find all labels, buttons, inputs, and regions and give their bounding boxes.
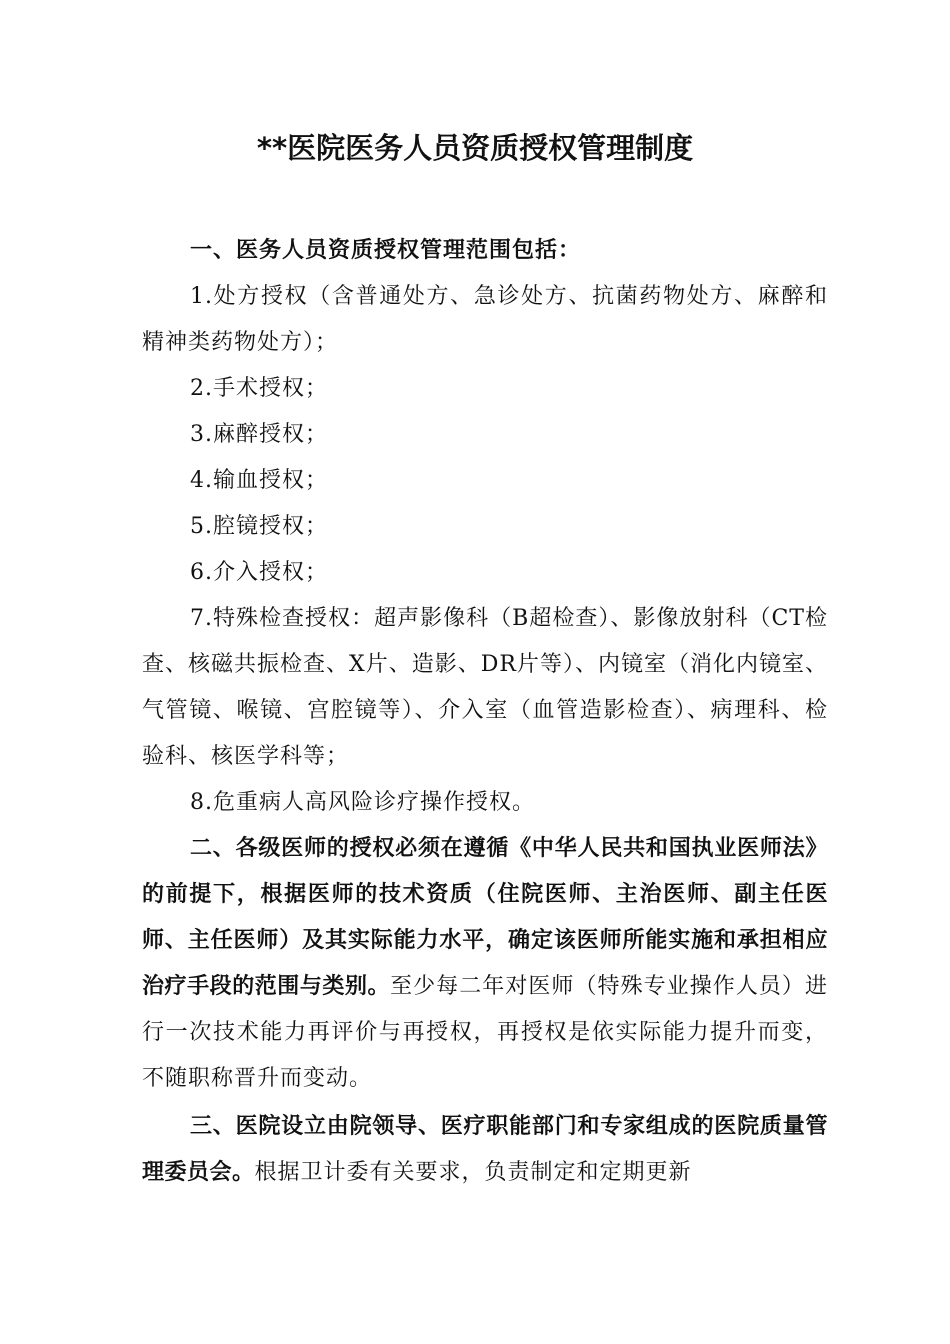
- page-title: **医院医务人员资质授权管理制度: [256, 131, 694, 165]
- list-item-critical-care: 8.危重病人高风险诊疗操作授权。: [190, 790, 535, 815]
- section2-paragraph: [142, 826, 828, 1102]
- section2-normal-text: 至少每二年对医师（特殊专业操作人员）进行一次技术能力再评价与再授权，再授权是依实际能力提升而变，不随职称晋升而变动。: [142, 974, 828, 1091]
- section1-heading: 一、医务人员资质授权管理范围包括：: [190, 238, 582, 263]
- list-item-anesthesia: 3.麻醉授权；: [190, 422, 328, 447]
- section2-bold-text: 二、各级医师的授权必须在遵循《中华人民共和国执业医师法》的前提下，根据医师的技术资质（住院医师、主治医师、副主任医师、主任医师）及其实际能力水平，确定该医师所能实施和承担相应治疗手段的范围与类别。: [142, 836, 828, 999]
- list-item-prescription: 1.处方授权（含普通处方、急诊处方、抗菌药物处方、麻醉和精神类药物处方）；: [142, 284, 828, 355]
- list-item-transfusion: 4.输血授权；: [190, 468, 328, 493]
- list-item-intervention: 6.介入授权；: [190, 560, 328, 585]
- list-item-special-exam: 7.特殊检查授权：超声影像科（B超检查）、影像放射科（CT检查、核磁共振检查、X片、造影、DR片等）、内镜室（消化内镜室、气管镜、喉镜、宫腔镜等）、介入室（血管造影检查）、病理科、检验科、核医学科等；: [142, 606, 828, 769]
- section3-paragraph: [142, 1104, 828, 1196]
- list-item-surgery: 2.手术授权；: [190, 376, 328, 401]
- section3-bold-text: 三、医院设立由院领导、医疗职能部门和专家组成的医院质量管理委员会。: [142, 1114, 828, 1185]
- section3-normal-text: 根据卫计委有关要求，负责制定和定期更新: [254, 1160, 692, 1185]
- list-item-endoscopy: 5.腔镜授权；: [190, 514, 328, 539]
